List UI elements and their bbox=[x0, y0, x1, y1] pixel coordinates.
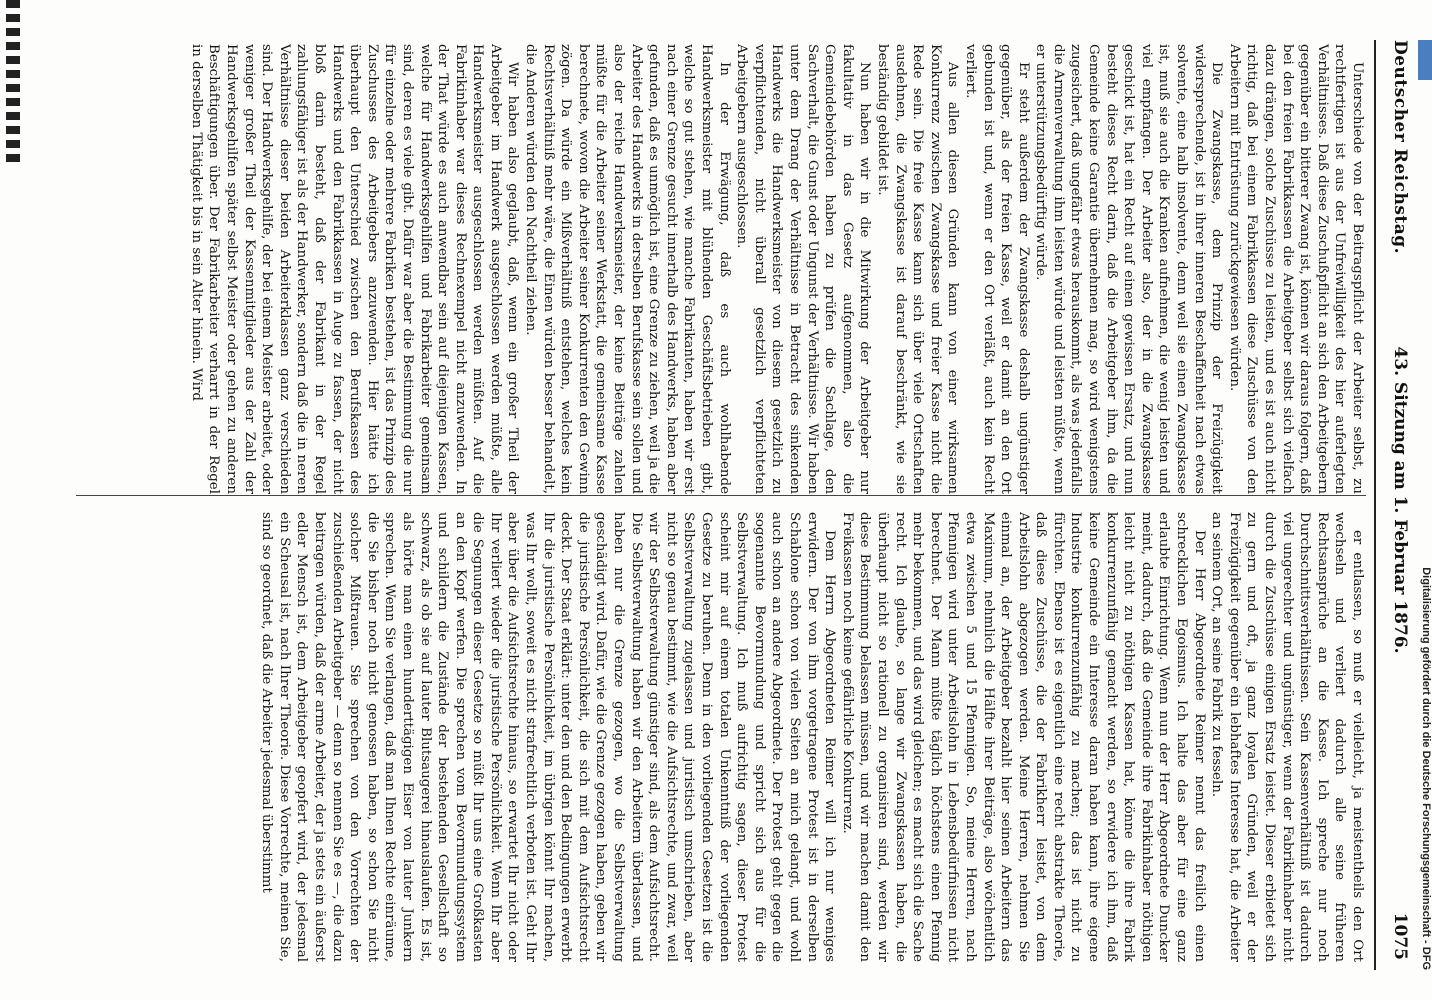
bottom-edge-marks bbox=[0, 0, 24, 1000]
column-divider bbox=[76, 495, 1366, 496]
paragraph: Die Zwangskasse, dem Prinzip der Freizügigkeit widersprechende, ist in ihrer inneren Beschaffenheit nach etwas solvente, eine halb insolvente, denn weil sie einen Zwangskasse ist, muß sie auch die Kranken aufnehmen, die wenig leisten und viel empfangen. Der Arbeiter also, der in die Zwangskasse geschickt ist, hat ein Recht auf einen gewissen Ersatz, und nun besteht dieses Recht darin, daß die Arbeitgeber ihm, da die Gemeinde keine Garantie übernehmen mag, so wird wenigstens zugesichert, daß ungefähr etwas herauskommt, als was jedenfalls die Armenverwaltung ihm leisten würde und leisten müßte, wenn er unterstützungsbedürftig würde. bbox=[1033, 44, 1225, 494]
paragraph: Dem Herrn Abgeordneten Reimer will ich nur weniges erwidern. Der von ihm vorgetragene Protest ist in derselben Schablone schon von vielen Seiten an mich gelangt, und wohl auch schon an andere Abgeordnete. Der Protest geht gegen die sogenannte Bevormundung und spricht sich aus für die Selbstverwaltung. Ich muß aufrichtig sagen, dieser Protest scheint mir auf einem totalen Unkenntniß der vorliegenden Gesetze zu beruhen. Denn in den vorliegenden Gesetzen ist die Selbstverwaltung zugelassen und juristisch umschrieben, aber nicht so genau bestimmt, wie die Aufsichtsrechte, und zwar, weil wir der Selbstverwaltung günstiger sind, als dem Aufsichtsrecht. Die Selbstverwaltung haben wir den Arbeitern überlassen, und haben nur die Grenze gezogen, wo die Selbstverwaltung geschädigt wird. Dafür, wie die Grenze gezogen haben, geben wir die juristische Persönlichkeit, die sich mit dem Aufsichtsrecht deckt. Der Staat erklärt: unter den und den Bedingungen erwerbt Ihr die juristische Persönlichkeit, im übrigen könnt Ihr machen, was Ihr wollt, soweit es nicht strafrechtlich verboten ist. Geht Ihr aber über die Aufsichtsrechte hinaus, so erwartet Ihr nicht oder Ihr verliert wieder die juristische Persönlichkeit. Wenn Ihr aber die Segnungen dieser Gesetze so müßt Ihr uns eine Großkasten an den Kopf werfen. Die sprechen vom Bevormundungssystem und schildern die Zustände der bestehenden Gesellschaft so schwarz, als ob sie auf lauter Blutsaugerei hinauslaufen. Es ist, als hörte man einen hunderttägigen Eiser von lauter Junkern sprechen. Wenn Sie verlangen, daß man Ihnen Rechte einräume, die Sie bisher noch nicht genossen haben, so schon Sie nicht solcher Mißtrauen. Sie sprechen von den Vorrechten der zuschießenden Arbeitgeber — denn so nennen Sie es —, die dazu beitragen würden, daß der arme Arbeiter, der ja stets ein äußerst edler Mensch ist, dem Arbeitgeber geopfert wird, der jedesmal ein Scheusal ist, nach Ihrer Theorie. Diese Vorrechte, meinen Sie, sind so geordnet, daß die Arbeiter jedesmal überstimmt bbox=[259, 512, 838, 962]
paragraph: In der Erwägung, daß es auch wohlhabende Handwerksmeister mit blühenden Geschäftsbetrieben gibt, welche so gut stehen, wie manche Fabrikanten, haben wir erst nach einer Grenze gesucht innerhalb des Handwerks, haben aber gefunden, daß es unmöglich ist, eine Grenze zu ziehen, weil ja die Arbeiter des Handwerks in derselben Berufskasse sein sollen und also der reiche Handwerksmeister, der keine Beiträge zahlen müßte für die Arbeiter seiner Werkstatt, die gemeinsame Kasse berechnete, wovon die Arbeiter seiner Konkurrenten den Gewinn zögen. Da würde ein Mißverhältniß entstehen, welches kein Rechtsverhältniß mehr wäre, die Einen würden besser behandelt, die Anderen würden den Nachtheil ziehen. bbox=[523, 44, 732, 494]
digitization-notice-text: Digitalisierung gefördert durch die Deutsche Forschungsgemeinschaft - DFG bbox=[1420, 567, 1432, 970]
paragraph: Aus allen diesen Gründen kann von einer wirksamen Konkurrenz zwischen Zwangskasse und freier Kasse nicht die Rede sein. Die freie Kasse kann sich über viele Ortschaften ausdehnen, die Zwangskasse ist darauf beschränkt, wie sie beständig gebildet ist. bbox=[874, 44, 961, 494]
paragraph: Wir haben also geglaubt, daß, wenn ein großer Theil der Arbeitgeber im Handwerk ausgeschlossen werden müßte, alle Handwerksmeister ausgeschlossen werden müßten. Auf die Fabrikinhaber war dieses Rechnexempel nicht anzuwenden. In der That würde es auch anwendbar sein auf diejenigen Kassen, welche für Handwerksgehilfen und Fabrikarbeiter gemeinsam sind, deren es viele gibt. Dafür war aber die Bestimmung die nur für einzelne oder mehrere Fabriken bestehen, ist das Prinzip des Zuschusses des Arbeitgebers anzuwenden. Hier hätte ich überhaupt den Unterschied zwischen den Berufskassen des Handwerks und den Fabrikkassen in Auge zu fassen, der nicht bloß darin besteht, daß der Fabrikant in der Regel zahlungsfähiger ist als der Handwerker, sondern daß die in neren Verhältnisse dieser beiden Arbeiterklassen ganz verschieden sind. Der Handwerksgehilfe, der bei einem Meister arbeitet, oder weniger großer Theil der Kassenmitglieder aus der Zahl der Handwerksgehilfen später selbst Meister oder gehen zu anderen Beschäftigungen über. Der Fabrikarbeiter verharrt in der Regel in derselben Thätigkeit bis in sein Alter hinein. Wird bbox=[188, 44, 521, 494]
header-rule bbox=[1374, 40, 1376, 970]
left-column bbox=[26, 44, 1366, 494]
paragraph: er entlassen, so muß er vielleicht, ja meistentheils den Ort wechseln und verliert dadurch alle seine früheren Rechtsansprüche an die Kasse. Ich spreche nur noch Durchschnittsverhältnissen. Sein Kassenverhältniß ist dadurch viel ungerechter und ungünstiger, wenn der Fabrikinhaber nicht durch die Zuschüsse einigen Ersatz leistet. Dieser erbietet sich zu gern und oft, ja ganz loyalen Gründen, weil er der Freizügigkeit gegenüber ein lebhaftes Interesse hat, die Arbeiter an seinem Ort, an seine Fabrik zu fesseln. bbox=[1209, 512, 1365, 962]
right-column bbox=[26, 512, 1366, 962]
paragraph: Der Herr Abgeordnete Reimer nennt das freilich einen schrecklichen Egoismus. Ich halte das aber für eine ganz erlaubte Einrichtung. Wenn nun der Herr Abgeordnete Duncker meint, dadurch, daß die Gemeinde ihre Fabrikinhaber nöthigen leicht nicht zu nöthigen Kassen hat, könne die ihre Fabrik konkurrenzunfähig gemacht werden, so erwidere ich ihm, daß keine Gemeinde ein Interesse daran haben kann, ihre eigene Industrie konkurrenzunfähig zu machen; das ist nicht zu fürchten. Ebenso ist es eigentlich eine recht abstrakte Theorie, daß diese Zuschüsse, die der Fabrikherr leistet, von dem Arbeitslohn abgezogen werden. Meine Herren, nehmen Sie einmal an, der Arbeitgeber bezahlt hier seinen Arbeitern das Maximum, nehmlich die Hälfte ihrer Beiträge, also wöchentlich etwa zwischen 5 und 15 Pfennigen. So, meine Herren, nach Pfennigen wird unter Arbeitslohn in Lebensbedürfnissen nicht berechnet. Der Mann müßte täglich höchstens einen Pfennig mehr bekommen, und das wird gleichen; es macht sich die Sache recht. Ich glaube, so lange wir Zwangskassen haben, die überhaupt nicht so rationell zu organisiren sind, werden wir diese Bestimmung belassen müssen, und wir machen damit den Freikassen noch keine gefährliche Konkurrenz. bbox=[839, 512, 1207, 962]
paragraph: Unterschiede von der Beitragspflicht der Arbeiter selbst, zu rechtfertigen ist aus der Unfreiwilligkeit des hier auferlegten Verhältnisses. Daß diese Zuschußpflicht an sich den Arbeitgebern gegenüber ein bitterer Zwang ist, können wir daraus folgern, daß bei den freien Fabrikkassen die Arbeitgeber selbst sich vielfach dazu drängen, solche Zuschüsse zu leisten, und es ist auch nicht richtig, daß bei einem Fabrikkassen diese Zuschüsse von den Arbeitern mit Entrüstung zurückgewiesen würden. bbox=[1226, 44, 1365, 494]
paragraph: Er steht außerdem der Zwangskasse deshalb ungünstiger gegenüber, als der freien Kasse, weil er damit an den Ort gebunden ist und, wenn er den Ort verläßt, auch kein Recht verliert. bbox=[962, 44, 1031, 494]
page-number: 1075 bbox=[1390, 912, 1410, 960]
dfg-logo bbox=[1418, 40, 1432, 80]
digitization-notice bbox=[1412, 90, 1432, 970]
paragraph: Nun haben wir in die Mitwirkung der Arbeitgeber nur fakultativ in das Gesetz aufgenommen, also die Gemeindebehörden haben zu prüfen die Sachlage, den Sachverhalt, die Gunst oder Ungunst der Verhältnisse. Wir haben unter dem Drang der Verhältnisse in Betracht des sinkenden Handwerks die Handwerksmeister von diesem gesetzlich zu verpflichtenden, nicht überall gesetzlich verpflichteten Arbeitgebern ausgeschlossen. bbox=[734, 44, 873, 494]
journal-title: Deutscher Reichstag. bbox=[1390, 40, 1410, 255]
session-title: 43. Sitzung am 1. Februar 1876. bbox=[1390, 346, 1410, 654]
